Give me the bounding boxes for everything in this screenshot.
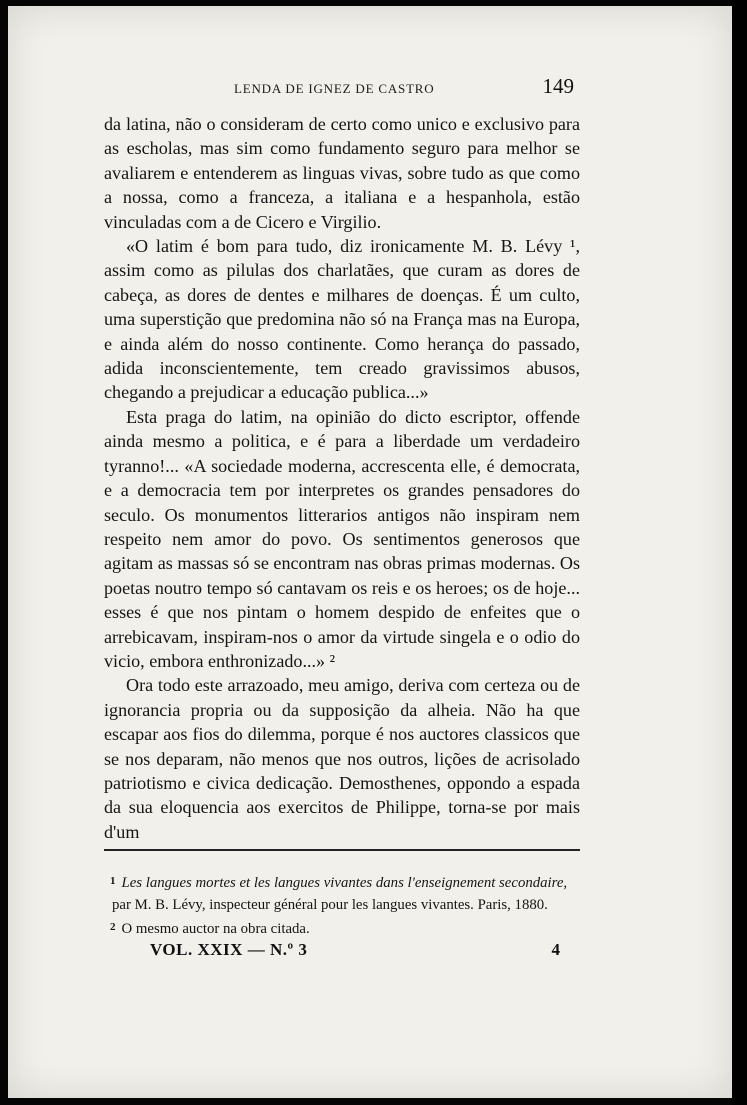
body-text (104, 112, 580, 844)
footnote-1 (110, 870, 586, 894)
volume-number: VOL. XXIX — N.º 3 (150, 940, 308, 959)
footnote-1-title: Les langues mortes et les langues vivantes dans l'enseignement secondaire, (121, 875, 568, 891)
paragraph-4: Ora todo este arrazoado, meu amigo, deriva com certeza ou de ignorancia propria ou da supposição da alheia. Não ha que escapar aos fios do dilemma, porque é nos auctores classicos que se nos deparam, não menos que nos outros, lições de acrisolado patriotismo e civica dedicação. Demosthenes, oppondo a espada da sua eloquencia aos exercitos de Philippe, torna-se por mais d'um (104, 675, 580, 842)
printer-signature (150, 940, 560, 966)
footnote-2-text: O mesmo auctor na obra citada. (121, 921, 310, 937)
paragraph-1: da latina, não o consideram de certo como unico e exclusivo para as escholas, mas sim como fundamento seguro para melhor se avaliarem e entenderem as linguas vivas, sobre tudo as que como a nossa, como a franceza, a italiana e a hespanhola, estão vinculadas com a de Cicero e Virgilio. (104, 114, 580, 232)
page-number: 149 (542, 74, 574, 98)
footnote-2-mark: 2 (110, 921, 116, 933)
footnote-1-mark: 1 (110, 875, 116, 887)
sheet-number: 4 (551, 940, 560, 959)
paragraph-3: Esta praga do latim, na opinião do dicto escriptor, offende ainda mesmo a politica, e é para a liberdade um verdadeiro tyranno!... «A sociedade moderna, accrescenta elle, é democrata, e a democracia tem por interpretes os grandes pensadores do seculo. Os monumentos litterarios antigos não inspiram nem respeito nem amor do povo. Os sentimentos generosos que agitam as massas só se encontram nas obras primas modernas. Os poetas noutro tempo só cantavam os reis e os heroes; os de hoje... esses é que nos pintam o homem despido de enfeites que o arrebicavam, inspiram-nos o amor da virtude singela e o odio do vicio, embora enthronizado...» ² (104, 406, 580, 671)
footnote-1-continuation: par M. B. Lévy, inspecteur général pour les langues vivantes. Paris, 1880. (112, 897, 548, 913)
footnotes (110, 870, 586, 940)
footnote-rule (104, 849, 580, 851)
scan-border (732, 0, 747, 1105)
footnote-2 (110, 916, 586, 940)
paragraph-2: «O latim é bom para tudo, diz ironicamente M. B. Lévy ¹, assim como as pilulas dos charlatães, que curam as dores de cabeça, as dores de dentes e milhares de doenças. É um culto, uma superstição que predomina não só na França mas na Europa, e ainda além do nosso continente. Como herança do passado, adida inconscientemente, tem creado gravissimos abusos, chegando a prejudicar a educação publica...» (104, 236, 580, 403)
page-header (104, 72, 574, 100)
running-head: LENDA DE IGNEZ DE CASTRO (234, 81, 435, 96)
